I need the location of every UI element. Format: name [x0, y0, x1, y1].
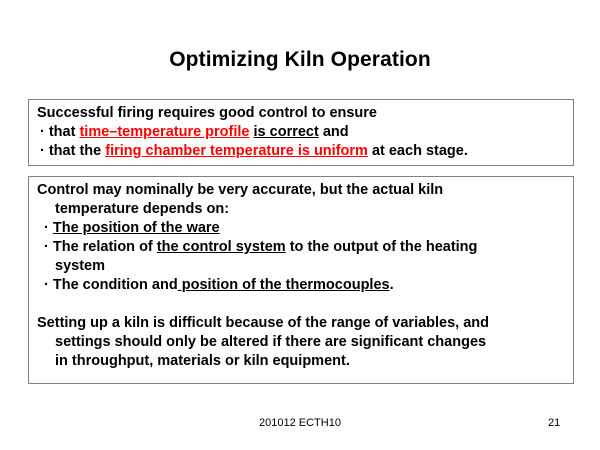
underlined-ware: The position of the ware: [52, 220, 220, 236]
requirement-item-uniform: [37, 142, 573, 161]
underlined-correct: is correct: [253, 124, 319, 140]
kiln-temperature-box: [28, 176, 574, 384]
closing-line-1: Setting up a kiln is difficult because of the range of variables, and: [37, 315, 490, 331]
highlight-profile: time–temperature profile: [79, 124, 250, 140]
requirement-prefix: · that the: [40, 143, 106, 159]
factor-prefix: · The condition and: [44, 277, 178, 293]
factor-item-ware: [37, 219, 573, 238]
requirements-intro: Successful firing requires good control to ensure: [37, 105, 377, 121]
control-intro-line-1: Control may nominally be very accurate, but the actual kiln: [37, 182, 444, 198]
factor-item-control: [37, 238, 573, 257]
requirement-item-profile: [37, 123, 573, 142]
underlined-thermocouples: position of the thermocouples: [177, 277, 390, 293]
factor-prefix: · The relation of: [44, 239, 157, 255]
footer-code: 201012 ECTH10: [259, 417, 341, 429]
factor-prefix: ·: [44, 220, 53, 236]
factor-item-thermocouples: [37, 276, 573, 295]
requirement-suffix: and: [318, 124, 349, 140]
spacer: [37, 295, 573, 314]
factor-suffix: to the output of the heating: [285, 239, 478, 255]
highlight-uniform: firing chamber temperature is uniform: [105, 143, 368, 159]
underlined-control-system: the control system: [156, 239, 286, 255]
factor-suffix: .: [389, 277, 394, 293]
slide-title: Optimizing Kiln Operation: [169, 48, 431, 71]
closing-line-3: in throughput, materials or kiln equipment.: [55, 353, 350, 369]
factor-item-control-continuation: system: [55, 258, 105, 274]
requirement-suffix: at each stage.: [367, 143, 468, 159]
firing-requirements-box: [28, 99, 574, 166]
page-number: 21: [548, 417, 561, 429]
control-intro-line-2: temperature depends on:: [55, 201, 230, 217]
requirement-prefix: · that: [40, 124, 80, 140]
closing-line-2: settings should only be altered if there are significant changes: [55, 334, 487, 350]
